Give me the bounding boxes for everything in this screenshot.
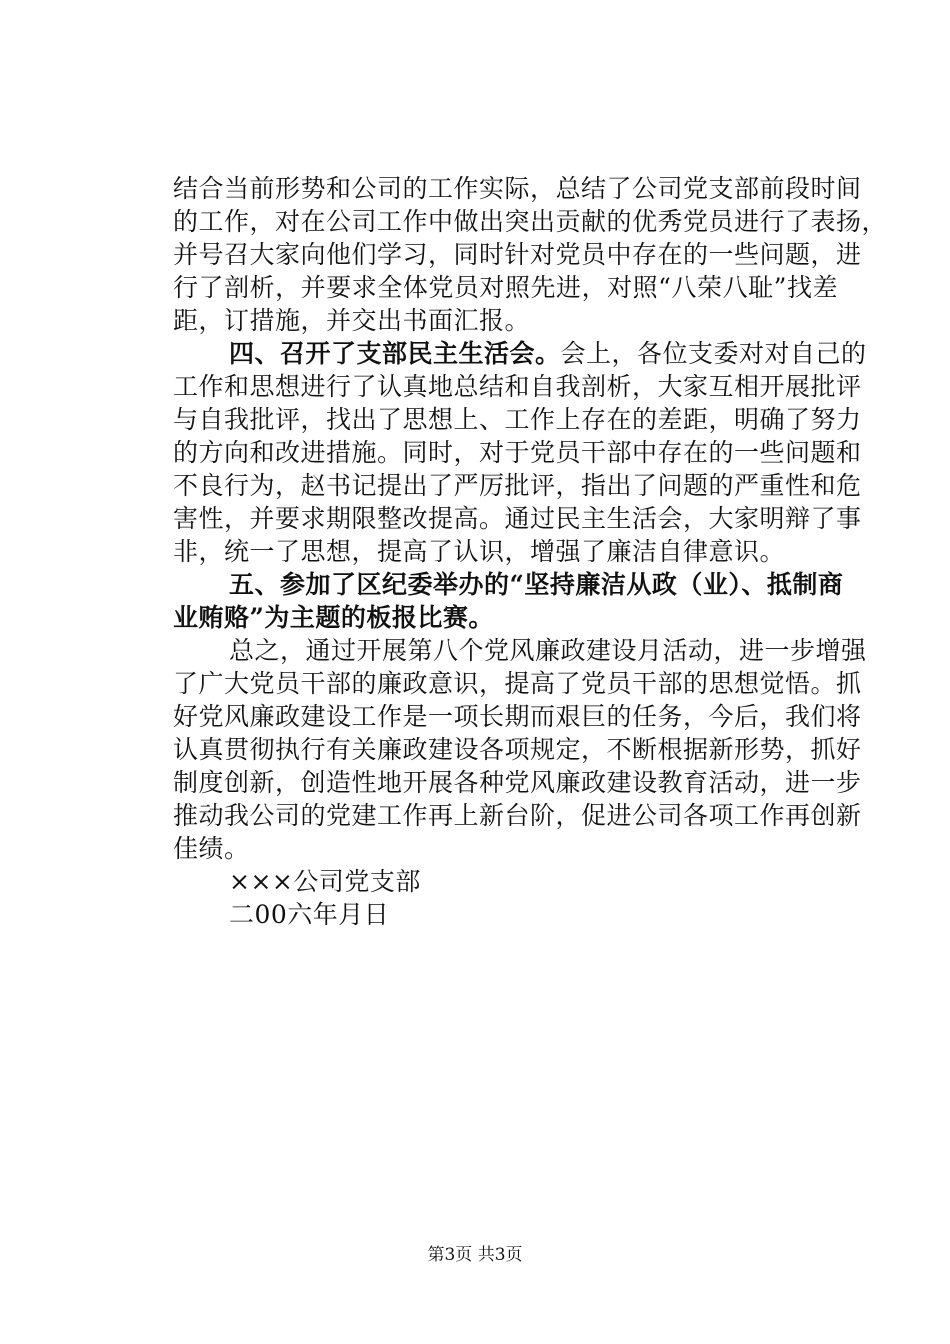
text-line: [173, 271, 838, 304]
text-line: [173, 898, 838, 931]
text-line: [173, 865, 838, 898]
section-heading: 四、召开了支部民主生活会。: [229, 339, 561, 368]
text-line: [173, 733, 862, 766]
line-text: ×××公司党支部: [229, 867, 421, 896]
text-line: [173, 601, 838, 634]
line-text: 行了剖析，并要求全体党员对照先进，对照“八荣八耻”找差: [173, 273, 838, 302]
line-text: 不良行为，赵书记提出了严厉批评，指出了问题的严重性和危: [173, 471, 862, 500]
text-line: [173, 337, 867, 370]
text-line: [173, 172, 862, 205]
line-text: 工作和思想进行了认真地总结和自我剖析，大家互相开展批评: [173, 372, 862, 401]
line-text: 的工作，对在公司工作中做出突出贡献的优秀党员进行了表扬，: [173, 207, 888, 236]
text-line: [173, 403, 862, 436]
line-text: 距，订措施，并交出书面汇报。: [173, 306, 531, 335]
line-text: 结合当前形势和公司的工作实际，总结了公司党支部前段时间: [173, 174, 862, 203]
line-text: 推动我公司的党建工作再上新台阶，促进公司各项工作再创新: [173, 801, 862, 830]
section-heading: 业贿赂”为主题的板报比赛。: [173, 603, 494, 632]
text-line: [173, 667, 862, 700]
text-line: [173, 205, 888, 238]
document-body: [173, 172, 888, 931]
section-heading: 五、参加了区纪委举办的“坚持廉洁从政（业）、抵制商: [229, 570, 844, 599]
line-text: 总之，通过开展第八个党风廉政建设月活动，进一步增强: [229, 636, 867, 665]
line-text: 非，统一了思想，提高了认识，增强了廉洁自律意识。: [173, 537, 786, 566]
line-text: 好党风廉政建设工作是一项长期而艰巨的任务，今后，我们将: [173, 702, 862, 731]
text-line: [173, 568, 844, 601]
line-text: 佳绩。: [173, 834, 250, 863]
text-line: [173, 766, 862, 799]
text-line: [173, 238, 862, 271]
page-number-footer: 第3页 共3页: [427, 1245, 523, 1265]
line-text: 的方向和改进措施。同时，对于党员干部中存在的一些问题和: [173, 438, 862, 467]
line-text: 了广大党员干部的廉政意识，提高了党员干部的思想觉悟。抓: [173, 669, 862, 698]
line-text: 制度创新，创造性地开展各种党风廉政建设教育活动，进一步: [173, 768, 862, 797]
line-text: 与自我批评，找出了思想上、工作上存在的差距，明确了努力: [173, 405, 862, 434]
text-line: [173, 832, 838, 865]
text-line: [173, 634, 867, 667]
text-line: [173, 799, 862, 832]
text-line: [173, 304, 838, 337]
text-line: [173, 370, 862, 403]
text-line: [173, 535, 838, 568]
line-text: 并号召大家向他们学习，同时针对党员中存在的一些问题，进: [173, 240, 862, 269]
text-line: [173, 436, 862, 469]
line-text: 认真贯彻执行有关廉政建设各项规定，不断根据新形势，抓好: [173, 735, 862, 764]
line-text: 害性，并要求期限整改提高。通过民主生活会，大家明辩了事: [173, 504, 862, 533]
text-line: [173, 502, 862, 535]
line-text: 会上，各位支委对对自己的: [560, 339, 867, 368]
text-line: [173, 469, 862, 502]
text-line: [173, 700, 862, 733]
line-text: 二00六年月日: [229, 900, 390, 929]
